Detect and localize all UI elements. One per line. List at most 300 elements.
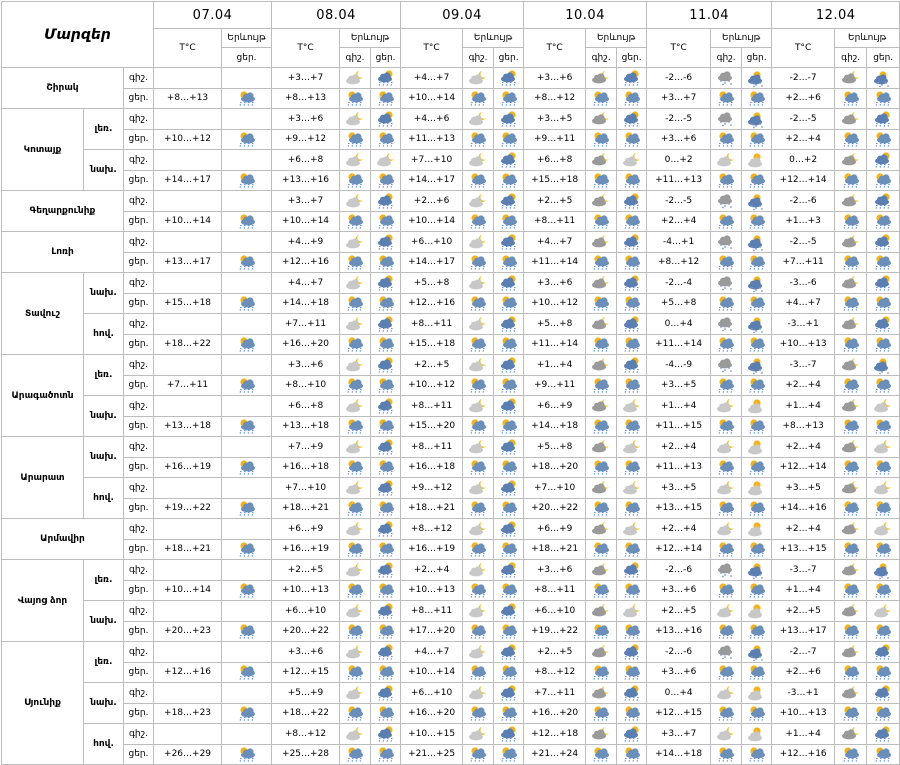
cloud-rain-icon — [498, 726, 520, 744]
sun-cloud-rain-icon — [498, 172, 520, 190]
sun-cloud-rain-icon — [498, 582, 520, 600]
weather-cell — [340, 396, 371, 417]
weather-cell — [617, 601, 647, 622]
weather-cell — [867, 150, 900, 171]
weather-cell — [586, 683, 617, 704]
temperature-range: +12…+14 — [772, 170, 835, 191]
weather-cell — [711, 252, 742, 273]
moon-cloud-icon — [344, 603, 366, 621]
table-row — [2, 642, 900, 663]
cloud-snow-icon — [715, 111, 737, 129]
temperature-range: -2…-6 — [647, 68, 711, 89]
cloud-rain-icon — [498, 685, 520, 703]
table-row — [2, 396, 900, 417]
weather-cell — [867, 232, 900, 253]
weather-cell — [711, 580, 742, 601]
weather-cell — [835, 88, 867, 109]
temperature-range: +3…+7 — [272, 191, 340, 212]
temperature-range: +15…+18 — [524, 170, 586, 191]
temperature-range: +12…+16 — [272, 252, 340, 273]
sun-cloud-snow-icon — [746, 275, 768, 293]
sun-cloud-rain-icon — [715, 213, 737, 231]
weather-cell — [494, 88, 524, 109]
weather-cell — [711, 129, 742, 150]
weather-cell — [867, 724, 900, 745]
temperature-range: +8…+13 — [272, 88, 340, 109]
temperature-range: +9…+12 — [272, 129, 340, 150]
temperature-range: +12…+18 — [524, 724, 586, 745]
table-row — [2, 109, 900, 130]
sun-cloud-rain-icon — [872, 377, 894, 395]
time-of-day: ցեր. — [124, 170, 154, 191]
weather-cell — [742, 88, 772, 109]
temperature-range: +26…+29 — [154, 744, 222, 765]
sun-cloud-rain-icon — [621, 582, 643, 600]
sun-cloud-rain-icon — [590, 500, 612, 518]
sun-cloud-rain-icon — [746, 213, 768, 231]
moon-cloud-icon — [467, 357, 489, 375]
sun-cloud-rain-icon — [840, 213, 862, 231]
weather-cell — [463, 109, 494, 130]
weather-cell — [463, 539, 494, 560]
temperature-range: +8…+12 — [647, 252, 711, 273]
weather-cell — [463, 191, 494, 212]
weather-cell — [340, 560, 371, 581]
dark-cloud-icon — [590, 234, 612, 252]
cloud-rain-icon — [375, 480, 397, 498]
temperature-range: +2…+6 — [772, 88, 835, 109]
dark-cloud-icon — [590, 398, 612, 416]
weather-cell — [742, 109, 772, 130]
weather-cell — [617, 252, 647, 273]
dark-cloud-icon — [840, 480, 862, 498]
cloud-rain-icon — [498, 562, 520, 580]
temperature-range: +3…+6 — [647, 129, 711, 150]
weather-cell — [494, 437, 524, 458]
weather-cell — [835, 683, 867, 704]
temperature-range — [154, 560, 222, 581]
sun-cloud-rain-icon — [375, 377, 397, 395]
cloud-rain-icon — [498, 275, 520, 293]
weather-cell — [617, 437, 647, 458]
weather-cell — [586, 191, 617, 212]
weather-cell — [494, 129, 524, 150]
sun-cloud-rain-icon — [344, 541, 366, 559]
weather-cell — [617, 109, 647, 130]
weather-cell — [617, 293, 647, 314]
phenomena-header: Երևույթ — [222, 29, 272, 48]
moon-cloud-icon — [467, 685, 489, 703]
weather-cell — [835, 498, 867, 519]
temperature-range: +9…+12 — [401, 478, 463, 499]
weather-cell — [867, 211, 900, 232]
sun-cloud-rain-icon — [621, 254, 643, 272]
weather-cell — [463, 457, 494, 478]
weather-cell — [835, 478, 867, 499]
sun-cloud-rain-icon — [498, 377, 520, 395]
sun-cloud-rain-icon — [375, 213, 397, 231]
phenomena-header: Երևույթ — [340, 29, 401, 48]
weather-cell — [835, 396, 867, 417]
day-header: ցեր. — [742, 48, 772, 68]
sun-cloud-rain-icon — [840, 541, 862, 559]
weather-cell — [586, 375, 617, 396]
temperature-range: +8…+11 — [401, 601, 463, 622]
weather-cell — [711, 683, 742, 704]
cloud-rain-icon — [872, 685, 894, 703]
temperature-range: +6…+10 — [401, 683, 463, 704]
weather-cell — [340, 724, 371, 745]
weather-cell — [463, 314, 494, 335]
temperature-range: -2…-6 — [647, 642, 711, 663]
cloud-rain-icon — [498, 316, 520, 334]
sun-cloud-rain-icon — [621, 664, 643, 682]
weather-cell — [222, 683, 272, 704]
date-header: 07.04 — [154, 2, 272, 29]
time-of-day: գիշ. — [124, 437, 154, 458]
cloud-rain-icon — [872, 275, 894, 293]
moon-cloud-icon — [872, 439, 894, 457]
weather-cell — [586, 519, 617, 540]
sun-cloud-rain-icon — [872, 541, 894, 559]
temperature-range: 0…+4 — [647, 683, 711, 704]
weather-cell — [222, 478, 272, 499]
temperature-range: +4…+9 — [272, 232, 340, 253]
sun-cloud-rain-icon — [590, 172, 612, 190]
temperature-range: +14…+17 — [401, 252, 463, 273]
weather-cell — [586, 744, 617, 765]
temperature-range — [154, 355, 222, 376]
weather-cell — [463, 293, 494, 314]
weather-cell — [867, 437, 900, 458]
sun-cloud-rain-icon — [840, 172, 862, 190]
time-of-day: ցեր. — [124, 662, 154, 683]
weather-cell — [222, 293, 272, 314]
sun-cloud-rain-icon — [467, 295, 489, 313]
weather-cell — [586, 314, 617, 335]
day-header: ցեր. — [617, 48, 647, 68]
weather-cell — [617, 273, 647, 294]
temperature-range: +2…+5 — [647, 601, 711, 622]
weather-cell — [835, 601, 867, 622]
table-row — [2, 191, 900, 212]
night-header: գիշ. — [835, 48, 867, 68]
sun-cloud-rain-icon — [375, 172, 397, 190]
weather-cell — [742, 580, 772, 601]
weather-cell — [742, 703, 772, 724]
weather-cell — [222, 211, 272, 232]
weather-cell — [742, 621, 772, 642]
cloud-rain-icon — [375, 316, 397, 334]
zone-name: լեռ. — [84, 642, 124, 683]
sun-cloud-rain-icon — [872, 336, 894, 354]
table-row — [2, 437, 900, 458]
sun-cloud-rain-icon — [467, 377, 489, 395]
sun-cloud-rain-icon — [236, 664, 258, 682]
moon-cloud-icon — [872, 480, 894, 498]
sun-cloud-icon — [746, 398, 768, 416]
cloud-rain-icon — [498, 70, 520, 88]
moon-cloud-icon — [467, 726, 489, 744]
weather-cell — [494, 68, 524, 89]
temperature-range: +13…+15 — [647, 498, 711, 519]
weather-cell — [742, 539, 772, 560]
sun-cloud-rain-icon — [872, 90, 894, 108]
sun-cloud-rain-icon — [840, 582, 862, 600]
sun-cloud-rain-icon — [236, 582, 258, 600]
weather-cell — [340, 621, 371, 642]
weather-cell — [371, 642, 401, 663]
weather-cell — [867, 621, 900, 642]
weather-cell — [340, 519, 371, 540]
sun-cloud-rain-icon — [715, 90, 737, 108]
moon-cloud-icon — [344, 275, 366, 293]
temperature-range: +18…+21 — [154, 539, 222, 560]
weather-cell — [711, 437, 742, 458]
weather-cell — [586, 642, 617, 663]
cloud-rain-icon — [621, 193, 643, 211]
moon-cloud-icon — [344, 521, 366, 539]
temperature-range: +3…+6 — [647, 580, 711, 601]
sun-cloud-rain-icon — [872, 295, 894, 313]
temperature-range: +21…+25 — [401, 744, 463, 765]
temperature-range: +3…+6 — [524, 273, 586, 294]
sun-cloud-rain-icon — [467, 623, 489, 641]
weather-cell — [463, 273, 494, 294]
weather-cell — [742, 478, 772, 499]
temperature-range: +11…+14 — [524, 334, 586, 355]
table-row — [2, 457, 900, 478]
cloud-rain-icon — [621, 562, 643, 580]
weather-cell — [835, 539, 867, 560]
temperature-range: +12…+14 — [647, 539, 711, 560]
weather-cell — [867, 191, 900, 212]
moon-cloud-icon — [467, 644, 489, 662]
weather-cell — [586, 129, 617, 150]
dark-cloud-icon — [590, 726, 612, 744]
weather-cell — [742, 273, 772, 294]
temperature-range — [154, 478, 222, 499]
sun-cloud-rain-icon — [467, 705, 489, 723]
temperature-range: +2…+5 — [272, 560, 340, 581]
time-of-day: գիշ. — [124, 478, 154, 499]
weather-cell — [463, 724, 494, 745]
dark-cloud-icon — [840, 70, 862, 88]
moon-cloud-icon — [715, 685, 737, 703]
weather-cell — [494, 416, 524, 437]
table-row — [2, 170, 900, 191]
sun-cloud-snow-icon — [746, 316, 768, 334]
time-of-day: ցեր. — [124, 621, 154, 642]
weather-cell — [711, 293, 742, 314]
weather-cell — [617, 621, 647, 642]
temperature-range: +10…+13 — [401, 580, 463, 601]
weather-cell — [586, 396, 617, 417]
weather-cell — [867, 68, 900, 89]
temperature-range: +10…+12 — [524, 293, 586, 314]
time-of-day: ցեր. — [124, 539, 154, 560]
weather-cell — [371, 273, 401, 294]
cloud-rain-icon — [621, 275, 643, 293]
weather-cell — [222, 539, 272, 560]
time-of-day: ցեր. — [124, 211, 154, 232]
weather-cell — [835, 232, 867, 253]
weather-cell — [494, 232, 524, 253]
sun-cloud-rain-icon — [375, 418, 397, 436]
sun-cloud-rain-icon — [715, 705, 737, 723]
temperature-range: +16…+19 — [154, 457, 222, 478]
weather-cell — [494, 601, 524, 622]
sun-cloud-rain-icon — [467, 213, 489, 231]
sun-cloud-rain-icon — [621, 459, 643, 477]
temperature-range: -4…-9 — [647, 355, 711, 376]
moon-cloud-icon — [344, 439, 366, 457]
temperature-range: -2…-5 — [647, 109, 711, 130]
weather-cell — [742, 519, 772, 540]
time-of-day: ցեր. — [124, 744, 154, 765]
day-header: ցեր. — [494, 48, 524, 68]
weather-cell — [711, 396, 742, 417]
sun-cloud-rain-icon — [375, 459, 397, 477]
temperature-range: -3…+1 — [772, 683, 835, 704]
time-of-day: ցեր. — [124, 293, 154, 314]
sun-cloud-rain-icon — [344, 664, 366, 682]
temp-header: T°C — [772, 29, 835, 68]
sun-cloud-rain-icon — [236, 418, 258, 436]
sun-cloud-rain-icon — [344, 172, 366, 190]
temperature-range: +5…+8 — [524, 437, 586, 458]
sun-cloud-rain-icon — [746, 664, 768, 682]
sun-cloud-rain-icon — [840, 377, 862, 395]
weather-cell — [835, 191, 867, 212]
time-of-day: ցեր. — [124, 580, 154, 601]
dark-cloud-icon — [590, 316, 612, 334]
weather-cell — [867, 703, 900, 724]
weather-cell — [371, 662, 401, 683]
dark-cloud-icon — [590, 644, 612, 662]
temperature-range: +11…+15 — [647, 416, 711, 437]
weather-cell — [835, 457, 867, 478]
weather-cell — [711, 334, 742, 355]
temperature-range: +1…+4 — [772, 724, 835, 745]
time-of-day: գիշ. — [124, 314, 154, 335]
weather-cell — [494, 642, 524, 663]
moon-cloud-icon — [467, 152, 489, 170]
moon-cloud-icon — [467, 275, 489, 293]
sun-cloud-rain-icon — [590, 418, 612, 436]
temperature-range: +4…+7 — [772, 293, 835, 314]
temperature-range: +19…+22 — [154, 498, 222, 519]
sun-cloud-rain-icon — [236, 377, 258, 395]
sun-cloud-rain-icon — [715, 336, 737, 354]
temperature-range: +2…+4 — [401, 560, 463, 581]
cloud-rain-icon — [498, 398, 520, 416]
weather-cell — [711, 642, 742, 663]
temperature-range: -2…-4 — [647, 273, 711, 294]
weather-cell — [222, 170, 272, 191]
weather-cell — [711, 109, 742, 130]
temperature-range: +16…+20 — [401, 703, 463, 724]
weather-cell — [463, 375, 494, 396]
dark-cloud-icon — [840, 439, 862, 457]
moon-cloud-icon — [715, 439, 737, 457]
night-header: գիշ. — [340, 48, 371, 68]
table-row — [2, 703, 900, 724]
sun-cloud-rain-icon — [236, 500, 258, 518]
sun-cloud-rain-icon — [498, 213, 520, 231]
temperature-range: +1…+4 — [647, 396, 711, 417]
moon-cloud-icon — [344, 398, 366, 416]
sun-cloud-icon — [746, 603, 768, 621]
weather-cell — [340, 314, 371, 335]
sun-cloud-rain-icon — [344, 418, 366, 436]
weather-cell — [711, 744, 742, 765]
weather-cell — [340, 170, 371, 191]
temperature-range — [154, 601, 222, 622]
time-of-day: գիշ. — [124, 232, 154, 253]
temperature-range: -2…-7 — [772, 642, 835, 663]
phenomena-header: Երևույթ — [711, 29, 772, 48]
date-header: 08.04 — [272, 2, 401, 29]
region-name: Շիրակ — [2, 68, 124, 109]
weather-cell — [867, 396, 900, 417]
table-row — [2, 683, 900, 704]
temperature-range: +3…+7 — [272, 68, 340, 89]
sun-cloud-rain-icon — [621, 90, 643, 108]
weather-cell — [222, 191, 272, 212]
weather-cell — [835, 662, 867, 683]
weather-cell — [340, 498, 371, 519]
weather-cell — [617, 129, 647, 150]
cloud-rain-icon — [375, 521, 397, 539]
weather-cell — [617, 416, 647, 437]
temperature-range: +7…+10 — [401, 150, 463, 171]
moon-cloud-icon — [344, 644, 366, 662]
sun-cloud-rain-icon — [746, 500, 768, 518]
weather-cell — [711, 601, 742, 622]
weather-cell — [835, 355, 867, 376]
weather-cell — [742, 498, 772, 519]
sun-cloud-rain-icon — [498, 664, 520, 682]
dark-cloud-icon — [590, 70, 612, 88]
table-row — [2, 68, 900, 89]
temperature-range: +17…+20 — [401, 621, 463, 642]
temperature-range: +14…+17 — [401, 170, 463, 191]
sun-cloud-rain-icon — [344, 623, 366, 641]
weather-cell — [586, 109, 617, 130]
weather-cell — [340, 129, 371, 150]
table-row — [2, 580, 900, 601]
temperature-range: +13…+16 — [272, 170, 340, 191]
sun-cloud-rain-icon — [715, 377, 737, 395]
temp-header: T°C — [524, 29, 586, 68]
weather-cell — [711, 621, 742, 642]
temperature-range: +4…+7 — [401, 642, 463, 663]
dark-cloud-icon — [590, 562, 612, 580]
time-of-day: գիշ. — [124, 273, 154, 294]
cloud-rain-icon — [498, 111, 520, 129]
temperature-range: +4…+7 — [401, 68, 463, 89]
sun-cloud-rain-icon — [590, 254, 612, 272]
temperature-range: +20…+22 — [524, 498, 586, 519]
sun-cloud-rain-icon — [375, 582, 397, 600]
weather-cell — [222, 498, 272, 519]
sun-cloud-icon — [746, 521, 768, 539]
time-of-day: գիշ. — [124, 109, 154, 130]
moon-cloud-icon — [467, 234, 489, 252]
weather-cell — [586, 703, 617, 724]
temperature-range: +5…+8 — [647, 293, 711, 314]
